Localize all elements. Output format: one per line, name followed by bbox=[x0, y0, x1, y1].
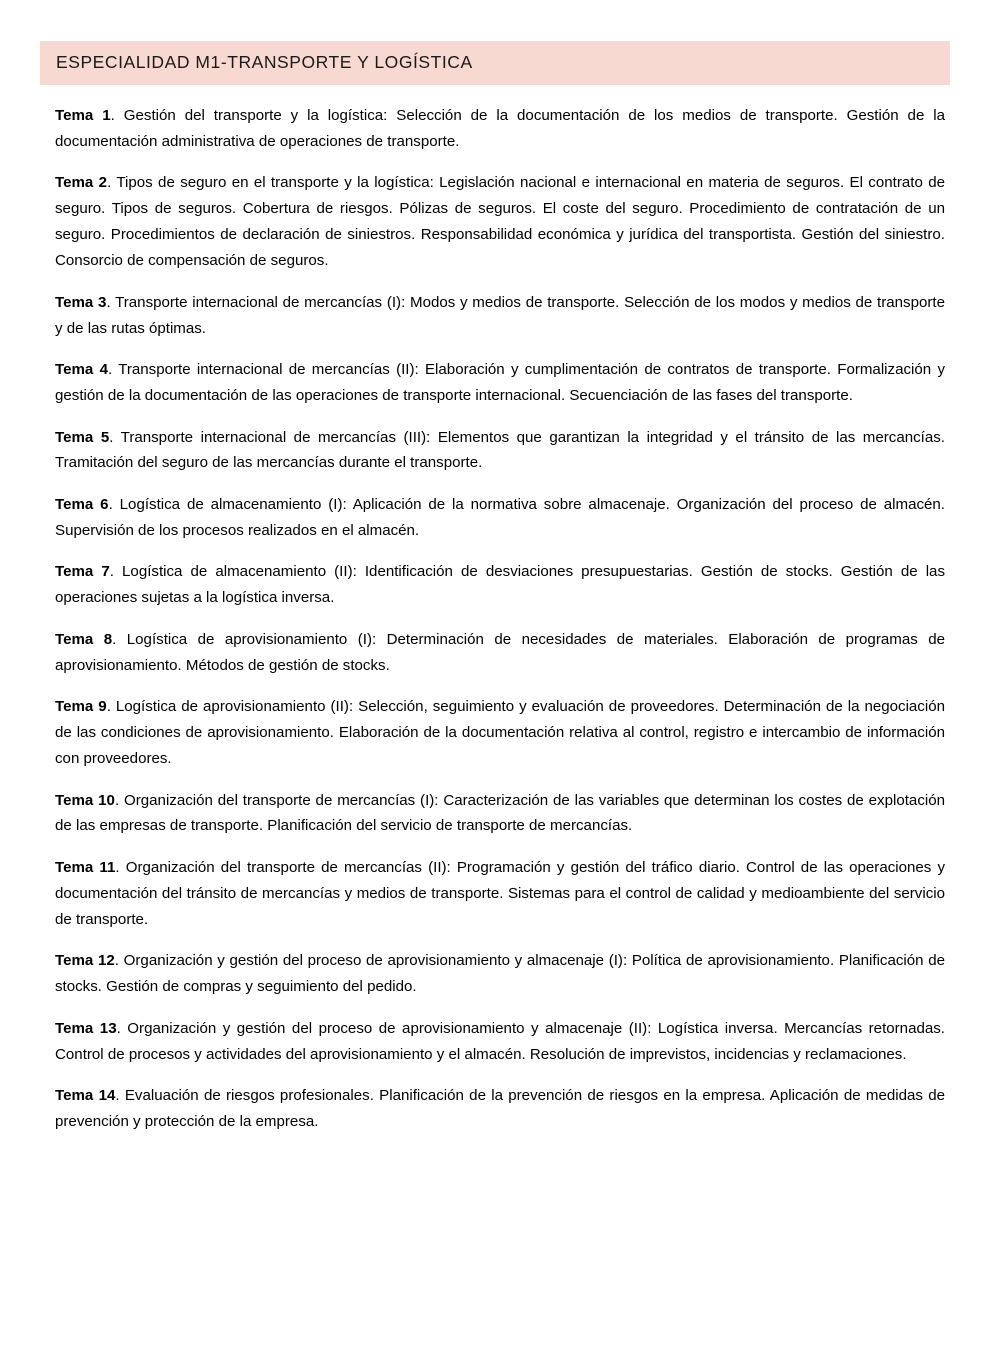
topic-body: Logística de almacenamiento (I): Aplicación de la normativa sobre almacenaje. Organización del proceso de almacén. Supervisión de los procesos realizados en el almacén. bbox=[55, 495, 945, 539]
topic-separator: . bbox=[109, 428, 121, 446]
topic-body: Logística de almacenamiento (II): Identificación de desviaciones presupuestarias. Gestión de stocks. Gestión de las operaciones sujetas a la logística inversa. bbox=[55, 563, 945, 607]
topic-body: Transporte internacional de mercancías (II): Elaboración y cumplimentación de contratos de transporte. Formalización y gestión de la documentación de las operaciones de transporte internacional. Secuenciación de las fases del transporte. bbox=[55, 361, 945, 405]
topic-paragraph bbox=[55, 788, 945, 840]
topic-body: Logística de aprovisionamiento (I): Determinación de necesidades de materiales. Elaboración de programas de aprovisionamiento. Métodos de gestión de stocks. bbox=[55, 630, 945, 674]
topic-label: Tema 14 bbox=[55, 1087, 116, 1105]
topic-label: Tema 13 bbox=[55, 1019, 117, 1037]
topic-body: Transporte internacional de mercancías (I): Modos y medios de transporte. Selección de los modos y medios de transporte y de las rutas óptimas. bbox=[55, 293, 945, 337]
topic-separator: . bbox=[114, 952, 124, 970]
topic-label: Tema 11 bbox=[55, 858, 116, 876]
topic-separator: . bbox=[114, 791, 124, 809]
topic-separator: . bbox=[110, 107, 124, 124]
topic-label: Tema 9 bbox=[55, 698, 107, 716]
topic-label: Tema 10 bbox=[55, 791, 115, 809]
topic-label: Tema 1 bbox=[55, 107, 111, 124]
topic-paragraph bbox=[55, 103, 945, 155]
topic-label: Tema 8 bbox=[55, 630, 113, 648]
topic-paragraph bbox=[55, 1083, 945, 1135]
topic-paragraph bbox=[55, 627, 945, 679]
topic-label: Tema 5 bbox=[55, 428, 110, 446]
topic-paragraph bbox=[55, 290, 945, 342]
topic-separator: . bbox=[115, 1087, 125, 1105]
topic-label: Tema 6 bbox=[55, 495, 109, 513]
topic-separator: . bbox=[106, 293, 116, 311]
topic-separator: . bbox=[108, 495, 120, 513]
topic-separator: . bbox=[109, 563, 123, 581]
topic-body: Organización y gestión del proceso de aprovisionamiento y almacenaje (I): Política de aprovisionamiento. Planificación de stocks. Gestión de compras y seguimiento del pedido. bbox=[55, 952, 946, 996]
topic-body: Evaluación de riesgos profesionales. Planificación de la prevención de riesgos en la empresa. Aplicación de medidas de prevención y protección de la empresa. bbox=[55, 1087, 946, 1131]
topic-separator: . bbox=[107, 361, 119, 379]
topic-body: Gestión del transporte y la logística: Selección de la documentación de los medios de transporte. Gestión de la documentación administrativa de operaciones de transporte. bbox=[55, 107, 946, 150]
topic-paragraph bbox=[55, 357, 945, 409]
topic-body: Tipos de seguro en el transporte y la logística: Legislación nacional e internacional en materia de seguros. El contrato de seguro. Tipos de seguros. Cobertura de riesgos. Pólizas de seguros. El coste del seguro. Procedimiento de contratación de un seguro. Procedimientos de declaración de siniestros. Responsabilidad económica y jurídica del transportista. Gestión del siniestro. Consorcio de compensación de seguros. bbox=[55, 174, 945, 270]
topic-label: Tema 2 bbox=[55, 174, 108, 192]
topic-body: Transporte internacional de mercancías (III): Elementos que garantizan la integridad y el tránsito de las mercancías. Tramitación del seguro de las mercancías durante el transporte. bbox=[55, 428, 945, 472]
topic-list bbox=[55, 103, 945, 1135]
page-title: ESPECIALIDAD M1-TRANSPORTE Y LOGÍSTICA bbox=[56, 52, 473, 73]
topic-body: Organización del transporte de mercancías (I): Caracterización de las variables que determinan los costes de explotación de las empresas de transporte. Planificación del servicio de transporte de mercancías. bbox=[55, 791, 946, 835]
topic-label: Tema 3 bbox=[55, 293, 107, 311]
topic-label: Tema 4 bbox=[55, 361, 108, 379]
topic-body: Organización y gestión del proceso de aprovisionamiento y almacenaje (II): Logística inversa. Mercancías retornadas. Control de procesos y actividades del aprovisionamiento y el almacén. Resolución de imprevistos, incidencias y reclamaciones. bbox=[55, 1019, 946, 1063]
topic-paragraph bbox=[55, 425, 945, 477]
topic-paragraph bbox=[55, 559, 945, 611]
topic-paragraph bbox=[55, 170, 945, 274]
topic-paragraph bbox=[55, 855, 945, 933]
topic-label: Tema 12 bbox=[55, 952, 115, 970]
section-header-band bbox=[40, 41, 950, 85]
topic-paragraph bbox=[55, 1016, 945, 1068]
topic-separator: . bbox=[112, 630, 127, 648]
topic-paragraph bbox=[55, 492, 945, 544]
topic-paragraph bbox=[55, 948, 945, 1000]
topic-paragraph bbox=[55, 694, 945, 772]
topic-separator: . bbox=[116, 1019, 128, 1037]
topic-separator: . bbox=[106, 698, 116, 716]
topic-body: Organización del transporte de mercancías (II): Programación y gestión del tráfico diario. Control de las operaciones y documentación del tránsito de mercancías y medios de transporte. Sistemas para el control de calidad y medioambiente del servicio de transporte. bbox=[55, 858, 946, 928]
topic-body: Logística de aprovisionamiento (II): Selección, seguimiento y evaluación de proveedores. Determinación de la negociación de las condiciones de aprovisionamiento. Elaboración de la documentación relativa al control, registro e intercambio de información con proveedores. bbox=[55, 698, 946, 768]
topic-separator: . bbox=[107, 174, 117, 192]
topic-separator: . bbox=[115, 858, 126, 876]
topic-label: Tema 7 bbox=[55, 563, 110, 581]
